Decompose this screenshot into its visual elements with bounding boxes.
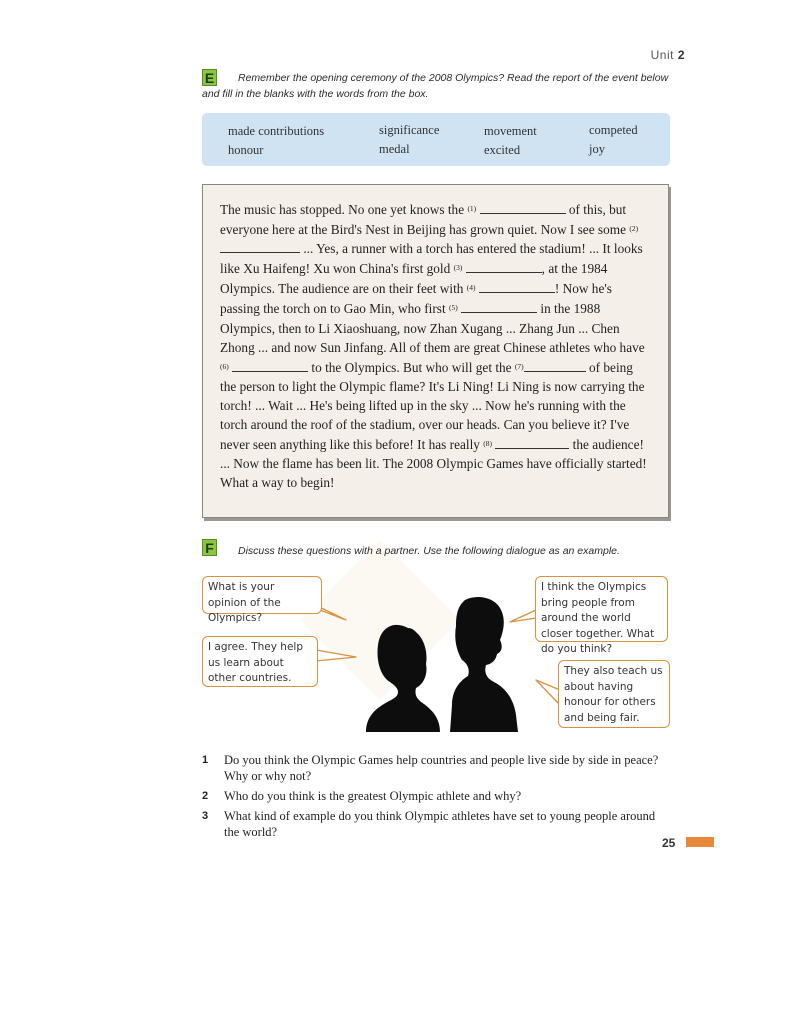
blank-number: (5) [448, 303, 458, 313]
blank-number: (1) [467, 204, 477, 213]
passage-text: , at the 1984 Olympics. The audience are on their feet with [220, 261, 608, 297]
discussion-questions [202, 752, 672, 844]
page-number-bar [686, 837, 714, 847]
woman-silhouette [366, 625, 440, 732]
bubble-tail [316, 650, 356, 661]
passage-text: of being the person to light the Olympic flame? It's Li Ning! Li Ning is now carrying the torch! ... Wait ... He's being lifted up in the sky ... Now he's running with the torch around the roof of the stadium, over our heads. Can you believe it? I've never seen anything like this before! It has really [220, 359, 645, 453]
section-f-badge: F [202, 539, 217, 556]
page-number: 25 [662, 836, 676, 850]
speech-bubble-answer: I think the Olympics bring people from around the world closer together. What do you think? [535, 576, 668, 642]
passage-text: in the 1988 Olympics, then to Li Xiaoshuang, now Zhan Xugang ... Zhang Jun ... Chen Zhong ... and now Sun Jinfang. All of them are great Chinese athletes who have [220, 301, 645, 355]
question-item [202, 788, 672, 804]
word-box-item: joy [589, 142, 605, 156]
unit-number: 2 [677, 48, 685, 62]
blank-number: (8) [483, 439, 493, 449]
passage-text: ! Now he's passing the torch on to Gao Min, who first [220, 281, 612, 317]
passage-text: the audience! ... Now the flame has been lit. The 2008 Olympic Games have officially started! What a way to begin! [220, 437, 647, 491]
word-box-item: medal [379, 142, 410, 156]
word-box-item: honour [228, 143, 264, 157]
blank-number: (7) [514, 361, 524, 371]
section-e-badge: E [202, 69, 217, 86]
question-text: What kind of example do you think Olympic athletes have set to young people around the world? [224, 809, 656, 839]
man-silhouette [450, 597, 518, 732]
word-box-item: excited [484, 143, 521, 157]
bubble-tail [536, 680, 560, 705]
passage-text: ... Yes, a runner with a torch has entered the stadium! ... It looks like Xu Haifeng! Xu won China's first gold [220, 241, 643, 277]
section-f-instruction: Discuss these questions with a partner. Use the following dialogue as an example. [238, 545, 620, 557]
blank-number: (3) [453, 263, 463, 273]
word-box-item: competed [589, 123, 638, 137]
question-number: 2 [202, 790, 209, 802]
question-text: Do you think the Olympic Games help countries and people live side by side in peace? Why or why not? [224, 753, 659, 783]
bubble-tail [510, 610, 536, 622]
blank-number: (2) [629, 224, 639, 234]
speech-bubble-honour: They also teach us about having honour for others and being fair. [558, 660, 670, 728]
speech-bubble-question: What is your opinion of the Olympics? [202, 576, 322, 614]
question-text: Who do you think is the greatest Olympic athlete and why? [224, 789, 522, 803]
question-item [202, 808, 672, 840]
passage-text: of this, but everyone here at the Bird's Nest in Beijing has grown quiet. Now I see some [220, 202, 627, 238]
section-e-instruction: Remember the opening ceremony of the 2008 Olympics? Read the report of the event below and fill in the blanks with the words from the box. [202, 72, 669, 100]
question-number: 1 [202, 754, 209, 766]
word-box-item: significance [379, 123, 440, 137]
word-box-item: movement [484, 124, 537, 138]
word-box-item: made contributions [228, 124, 325, 138]
question-number: 3 [202, 810, 209, 822]
passage-text: to the Olympics. But who will get the [311, 359, 512, 375]
question-item [202, 752, 672, 784]
blank-number: (6) [220, 361, 229, 371]
unit-prefix: Unit [650, 48, 674, 62]
speech-bubble-agree: I agree. They help us learn about other countries. [202, 636, 318, 687]
blank-number: (4) [466, 283, 476, 293]
passage-text: The music has stopped. No one yet knows the [220, 202, 465, 217]
